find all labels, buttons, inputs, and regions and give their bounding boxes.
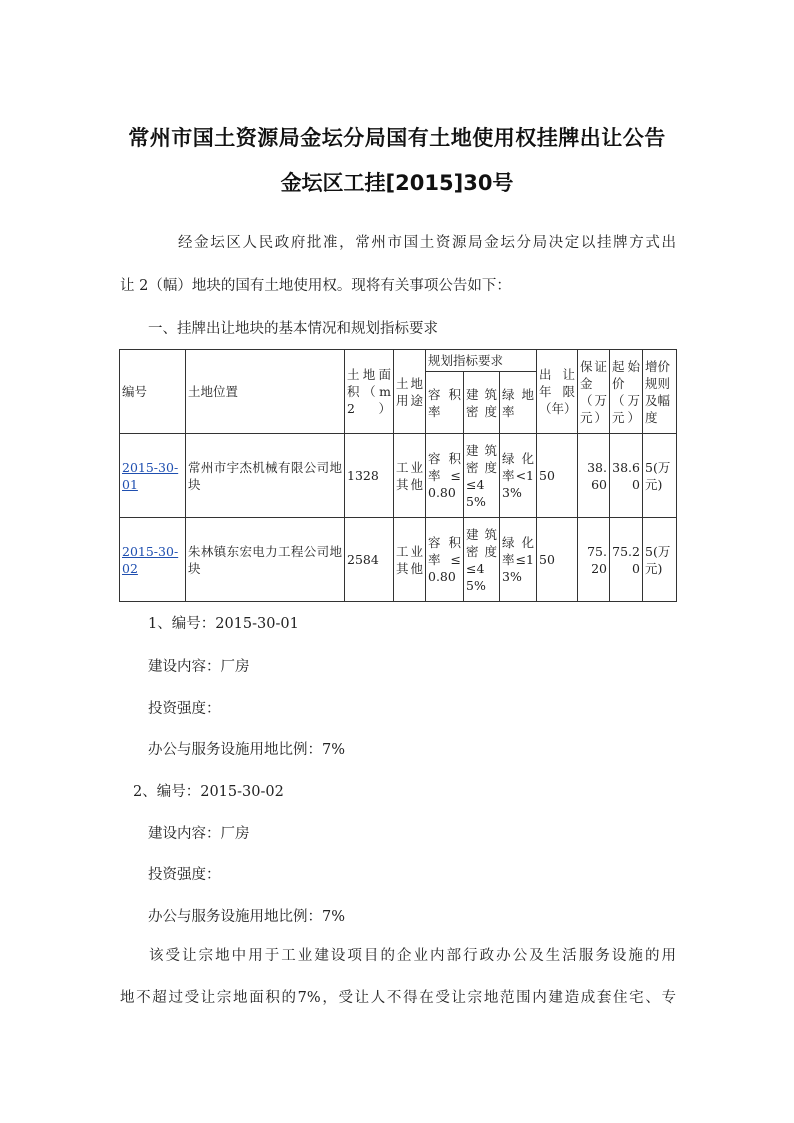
cell-deposit: 75.20 [578,518,610,602]
closing-line-1: 该受让宗地中用于工业建设项目的企业内部行政办公及生活服务设施的用 [149,948,676,964]
item-2-number: 2、编号：2015-30-02 [133,784,284,800]
cell-increment: 5(万元) [643,434,677,518]
cell-start-price: 38.60 [610,434,643,518]
cell-term: 50 [537,518,578,602]
item-2-content: 建设内容：厂房 [148,826,250,842]
item-1-intensity: 投资强度： [148,701,221,717]
parcel-number-link[interactable]: 2015-30-02 [122,543,179,576]
closing-line-2: 地不超过受让宗地面积的7%，受让人不得在受让宗地范围内建造成套住宅、专 [120,990,676,1006]
section-heading: 一、挂牌出让地块的基本情况和规划指标要求 [148,321,438,337]
header-deposit: 保证金（万元） [578,350,610,434]
item-1-number: 1、编号：2015-30-01 [148,616,299,632]
cell-far: 容积率≤0.80 [426,434,464,518]
cell-use: 工业其他 [394,434,426,518]
header-use: 土地用途 [394,350,426,434]
cell-density: 建筑密度≤45% [464,434,500,518]
header-increment: 增价规则及幅度 [643,350,677,434]
intro-line-1: 经金坛区人民政府批准，常州市国土资源局金坛分局决定以挂牌方式出 [178,235,676,251]
header-term: 出让年限（年） [537,350,578,434]
document-title: 常州市国土资源局金坛分局国有土地使用权挂牌出让公告 [128,126,666,150]
cell-increment: 5(万元) [643,518,677,602]
cell-area: 1328 [345,434,394,518]
table-row [120,434,677,518]
cell-density: 建筑密度≤45% [464,518,500,602]
intro-line-2: 让 2（幅）地块的国有土地使用权。现将有关事项公告如下： [120,278,511,294]
document-number: 金坛区工挂[2015]30号 [280,171,514,195]
cell-green: 绿化率≤13% [500,518,537,602]
header-number: 编号 [120,350,186,434]
cell-deposit: 38.60 [578,434,610,518]
header-location: 土地位置 [186,350,345,434]
cell-term: 50 [537,434,578,518]
cell-start-price: 75.20 [610,518,643,602]
cell-far: 容积率≤0.80 [426,518,464,602]
cell-use: 工业其他 [394,518,426,602]
header-density: 建筑密度 [464,372,500,434]
table-row [120,518,677,602]
cell-area: 2584 [345,518,394,602]
land-parcel-table [119,349,677,602]
cell-green: 绿化率<13% [500,434,537,518]
parcel-number-link[interactable]: 2015-30-01 [122,459,179,492]
item-1-ratio: 办公与服务设施用地比例：7% [148,742,346,758]
item-2-ratio: 办公与服务设施用地比例：7% [148,909,346,925]
header-planning: 规划指标要求 [426,350,537,372]
item-1-content: 建设内容：厂房 [148,659,250,675]
header-area: 土地面积（m2） [345,350,394,434]
cell-location: 常州市宇杰机械有限公司地块 [186,434,345,518]
header-start-price: 起始价（万元） [610,350,643,434]
header-green: 绿地率 [500,372,537,434]
cell-location: 朱林镇东宏电力工程公司地块 [186,518,345,602]
item-2-intensity: 投资强度： [148,867,221,883]
header-far: 容积率 [426,372,464,434]
